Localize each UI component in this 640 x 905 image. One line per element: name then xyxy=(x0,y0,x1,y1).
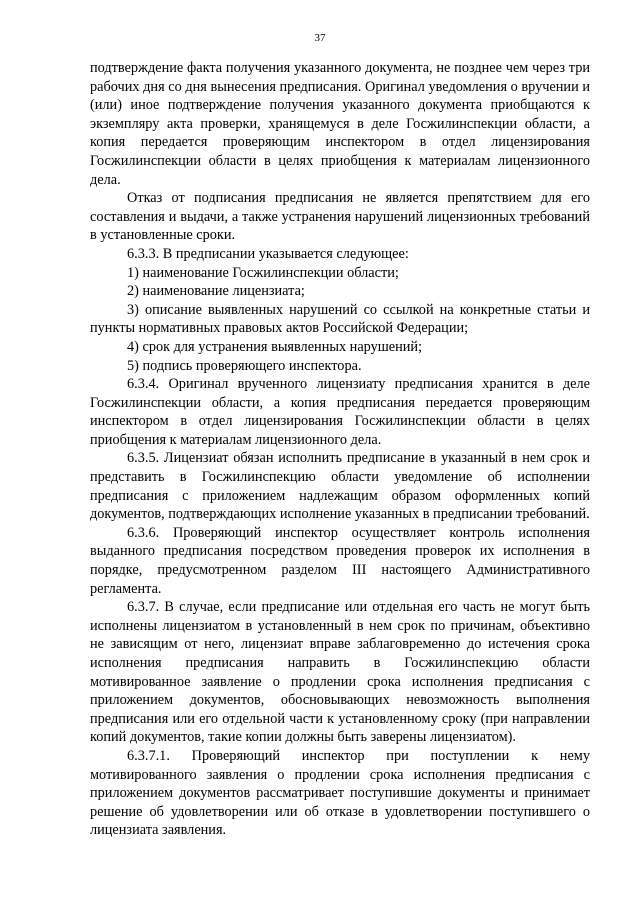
list-item-5: 5) подпись проверяющего инспектора. xyxy=(127,357,362,374)
page-number: 37 xyxy=(314,32,326,44)
paragraph-6-3-5: 6.3.5. Лицензиат обязан исполнить предписание в указанный в нем срок и представить в Госжилинспекцию области уведомление об исполнении предписания с приложением надлежащим образом оформленных копий документов, подтверждающих исполнение указанных в предписании требований. xyxy=(90,450,590,523)
paragraph-6-3-3: 6.3.3. В предписании указывается следующее: xyxy=(127,245,409,262)
paragraph-refusal-to-sign: Отказ от подписания предписания не является препятствием для его составления и выдачи, а также устранения нарушений лицензионных требований в установленные сроки. xyxy=(90,190,590,244)
paragraph-6-3-7: 6.3.7. В случае, если предписание или отдельная его часть не могут быть исполнены лицензиатом в установленный в нем срок по причинам, объективно не зависящим от него, лицензиат вправе заблаговременно до истечения срока исполнения предписания направить в Госжилинспекцию области мотивированное заявление о продлении срока исполнения предписания с приложением документов, обосновывающих невозможность выполнения предписания или его отдельной части к установленному сроку (при направлении копий документов, такие копии должны быть заверены лицензиатом). xyxy=(90,599,590,746)
list-item-1: 1) наименование Госжилинспекции области; xyxy=(127,264,399,281)
paragraph-6-3-4: 6.3.4. Оригинал врученного лицензиату предписания хранится в деле Госжилинспекции области, а копия предписания передается проверяющим инспектором в отдел лицензирования Госжилинспекции области в целях приобщения к материалам лицензионного дела. xyxy=(90,376,590,448)
paragraph-6-3-6: 6.3.6. Проверяющий инспектор осуществляет контроль исполнения выданного предписания посредством проведения проверок их исполнения в порядке, предусмотренном разделом III настоящего Административного регламента. xyxy=(90,524,590,597)
list-item-2: 2) наименование лицензиата; xyxy=(127,283,305,300)
list-item-3: 3) описание выявленных нарушений со ссылкой на конкретные статьи и пункты нормативных правовых актов Российской Федерации; xyxy=(90,301,590,337)
paragraph-6-3-7-1: 6.3.7.1. Проверяющий инспектор при поступлении к нему мотивированного заявления о продлении срока исполнения предписания с приложением документов рассматривает поступившие документы и принимает решение об удовлетворении или об отказе в удовлетворении поступившего о лицензиата заявления. xyxy=(90,747,590,839)
paragraph-continuation: подтверждение факта получения указанного документа, не позднее чем через три рабочих дня со дня вынесения предписания. Оригинал уведомления о вручении и (или) иное подтверждение получения указанного документа приобщаются к экземпляру акта проверки, хранящемуся в деле Госжилинспекции области, а копия передается проверяющим инспектором в отдел лицензирования Госжилинспекции области в целях приобщения к материалам лицензионного дела. xyxy=(90,60,590,188)
list-item-4: 4) срок для устранения выявленных нарушений; xyxy=(127,338,423,355)
document-body xyxy=(90,59,590,840)
